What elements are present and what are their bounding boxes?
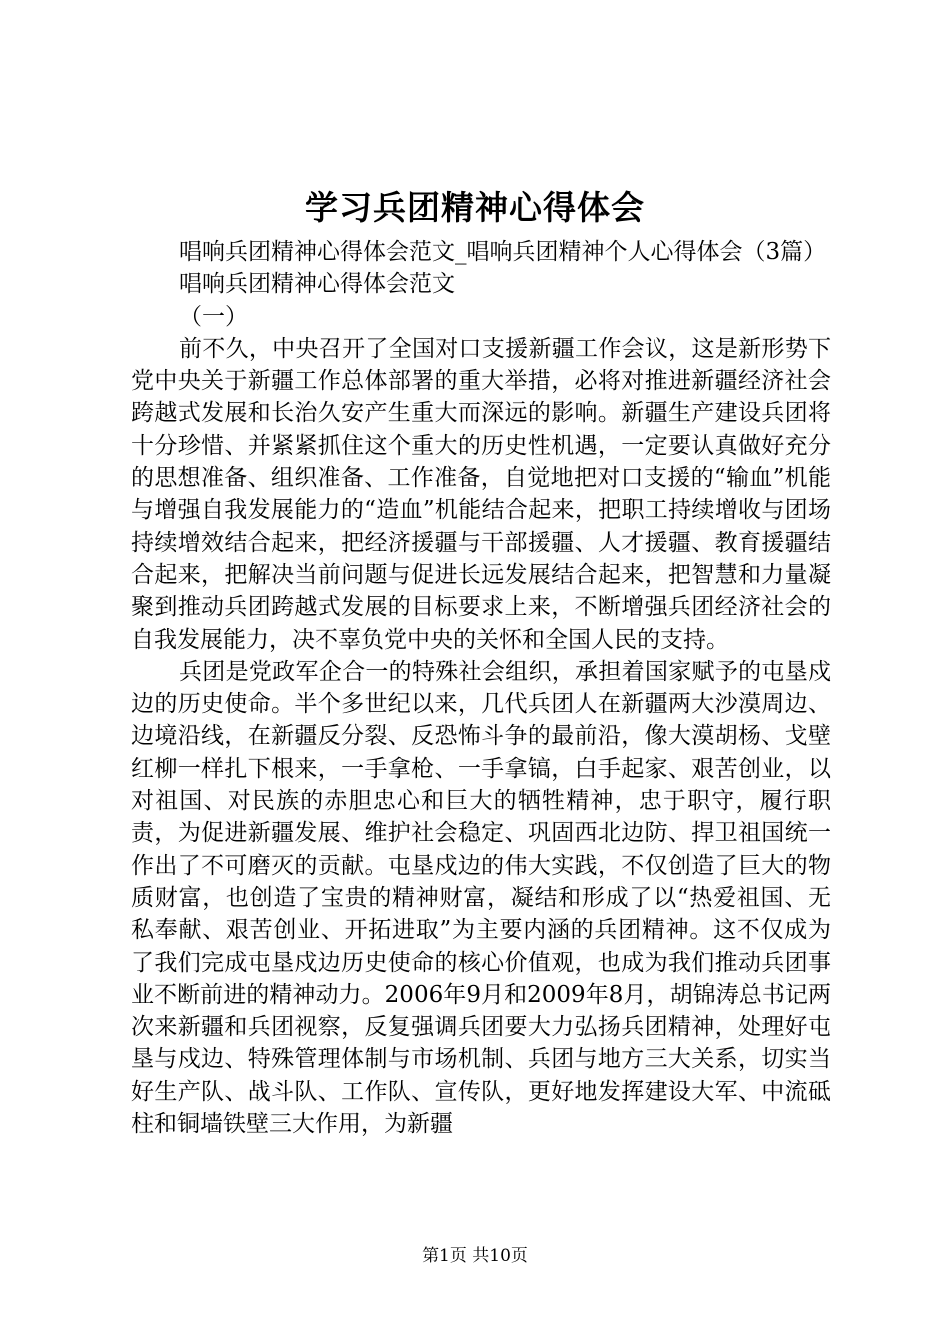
document-body: [131, 236, 831, 1140]
page-footer: 第1页 共10页: [422, 1246, 528, 1266]
section-heading: 唱响兵团精神心得体会范文: [179, 271, 455, 298]
subtitle-paragraph: 唱响兵团精神心得体会范文_唱响兵团精神个人心得体会（3篇）: [179, 239, 827, 265]
body-paragraph: 前不久，中央召开了全国对口支援新疆工作会议，这是新形势下党中央关于新疆工作总体部署的重大举措，必将对推进新疆经济社会跨越式发展和长治久安产生重大而深远的影响。新疆生产建设兵团将十分珍惜、并紧紧抓住这个重大的历史性机遇，一定要认真做好充分的思想准备、组织准备、工作准备，自觉地把对口支援的“输血”机能与增强自我发展能力的“造血”机能结合起来，把职工持续增收与团场持续增效结合起来，把经济援疆与干部援疆、人才援疆、教育援疆结合起来，把解决当前问题与促进长远发展结合起来，把智慧和力量凝聚到推动兵团跨越式发展的目标要求上来，不断增强兵团经济社会的自我发展能力，决不辜负党中央的关怀和全国人民的支持。: [131, 335, 831, 653]
section-number: （一）: [179, 303, 248, 330]
document-title: 学习兵团精神心得体会: [305, 188, 645, 227]
body-paragraph: 兵团是党政军企合一的特殊社会组织，承担着国家赋予的屯垦戍边的历史使命。半个多世纪以来，几代兵团人在新疆两大沙漠周边、边境沿线，在新疆反分裂、反恐怖斗争的最前沿，像大漠胡杨、戈壁红柳一样扎下根来，一手拿枪、一手拿镐，白手起家、艰苦创业，以对祖国、对民族的赤胆忠心和巨大的牺牲精神，忠于职守，履行职责，为促进新疆发展、维护社会稳定、巩固西北边防、捍卫祖国统一作出了不可磨灭的贡献。屯垦戍边的伟大实践，不仅创造了巨大的物质财富，也创造了宝贵的精神财富，凝结和形成了以“热爱祖国、无私奉献、艰苦创业、开拓进取”为主要内涵的兵团精神。这不仅成为了我们完成屯垦戍边历史使命的核心价值观，也成为我们推动兵团事业不断前进的精神动力。2006年9月和2009年8月，胡锦涛总书记两次来新疆和兵团视察，反复强调兵团要大力弘扬兵团精神，处理好屯垦与戍边、特殊管理体制与市场机制、兵团与地方三大关系，切实当好生产队、战斗队、工作队、宣传队，更好地发挥建设大军、中流砥柱和铜墙铁壁三大作用，为新疆: [131, 658, 831, 1138]
